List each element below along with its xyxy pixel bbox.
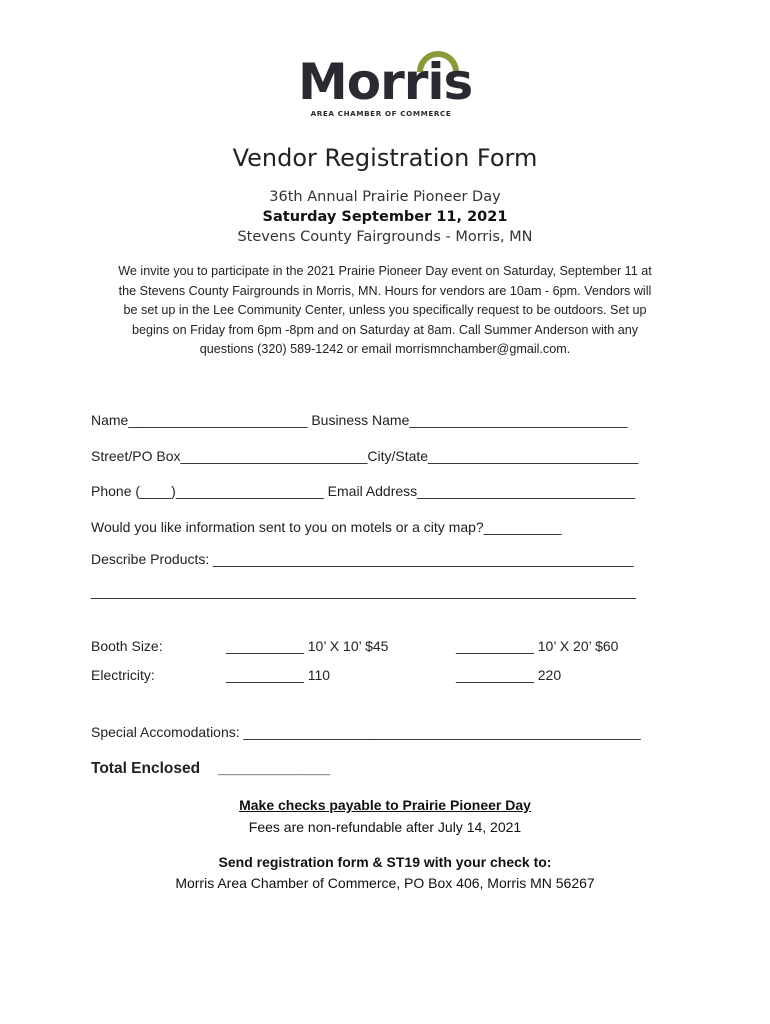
event-name: 36th Annual Prairie Pioneer Day [269,189,501,205]
street-field-line[interactable]: Street/PO Box________________________City/State___________________________ [91,448,639,464]
event-location: Stevens County Fairgrounds - Morris, MN [237,229,533,245]
send-instructions: Send registration form & ST19 with your check to: [218,854,552,870]
motels-question-line[interactable]: Would you like information sent to you on motels or a city map?__________ [91,519,562,535]
intro-line: questions (320) 589-1242 or email morrismnchamber@gmail.com. [199,342,571,357]
booth-size-label: Booth Size: [91,638,163,654]
checks-payable-note: Make checks payable to Prairie Pioneer Day [239,797,531,813]
products-field-line-2[interactable]: ______________________________________________________________________ [91,583,637,599]
name-field-line[interactable]: Name_______________________ Business Name____________________________ [91,412,628,428]
intro-line: begins on Friday from 6pm -8pm and on Saturday at 8am. Call Summer Anderson with any [131,322,639,337]
booth-option-10x10[interactable]: __________ 10’ X 10’ $45 [226,638,389,654]
page-title: Vendor Registration Form [232,144,538,172]
electricity-label: Electricity: [91,667,155,683]
intro-line: be set up in the Lee Community Center, unless you specifically request to be outdoors. Set up [123,303,647,318]
electricity-option-110[interactable]: __________ 110 [226,667,331,683]
phone-field-line[interactable]: Phone (____)___________________ Email Address____________________________ [91,483,636,499]
products-field-line[interactable]: Describe Products: ______________________________________________________ [91,551,634,567]
intro-line: We invite you to participate in the 2021 Prairie Pioneer Day event on Saturday, September 11 at [118,264,652,278]
fees-note: Fees are non-refundable after July 14, 2021 [248,819,522,835]
booth-option-10x20[interactable]: __________ 10’ X 20’ $60 [456,638,619,654]
total-enclosed-blank[interactable]: _____________ [218,760,331,777]
mailing-address: Morris Area Chamber of Commerce, PO Box 406, Morris MN 56267 [175,875,595,891]
total-enclosed-label: Total Enclosed [91,760,201,777]
intro-paragraph [85,262,685,360]
logo-tagline: AREA CHAMBER OF COMMERCE [310,109,452,118]
special-accommodations-line[interactable]: Special Accomodations: ___________________________________________________ [91,724,641,740]
event-date: Saturday September 11, 2021 [262,209,508,225]
chamber-logo [290,46,480,122]
electricity-option-220[interactable]: __________ 220 [456,667,562,683]
logo-wordmark: Morris [298,53,473,111]
intro-line: the Stevens County Fairgrounds in Morris, MN. Hours for vendors are 10am - 6pm. Vendors will [118,283,652,298]
